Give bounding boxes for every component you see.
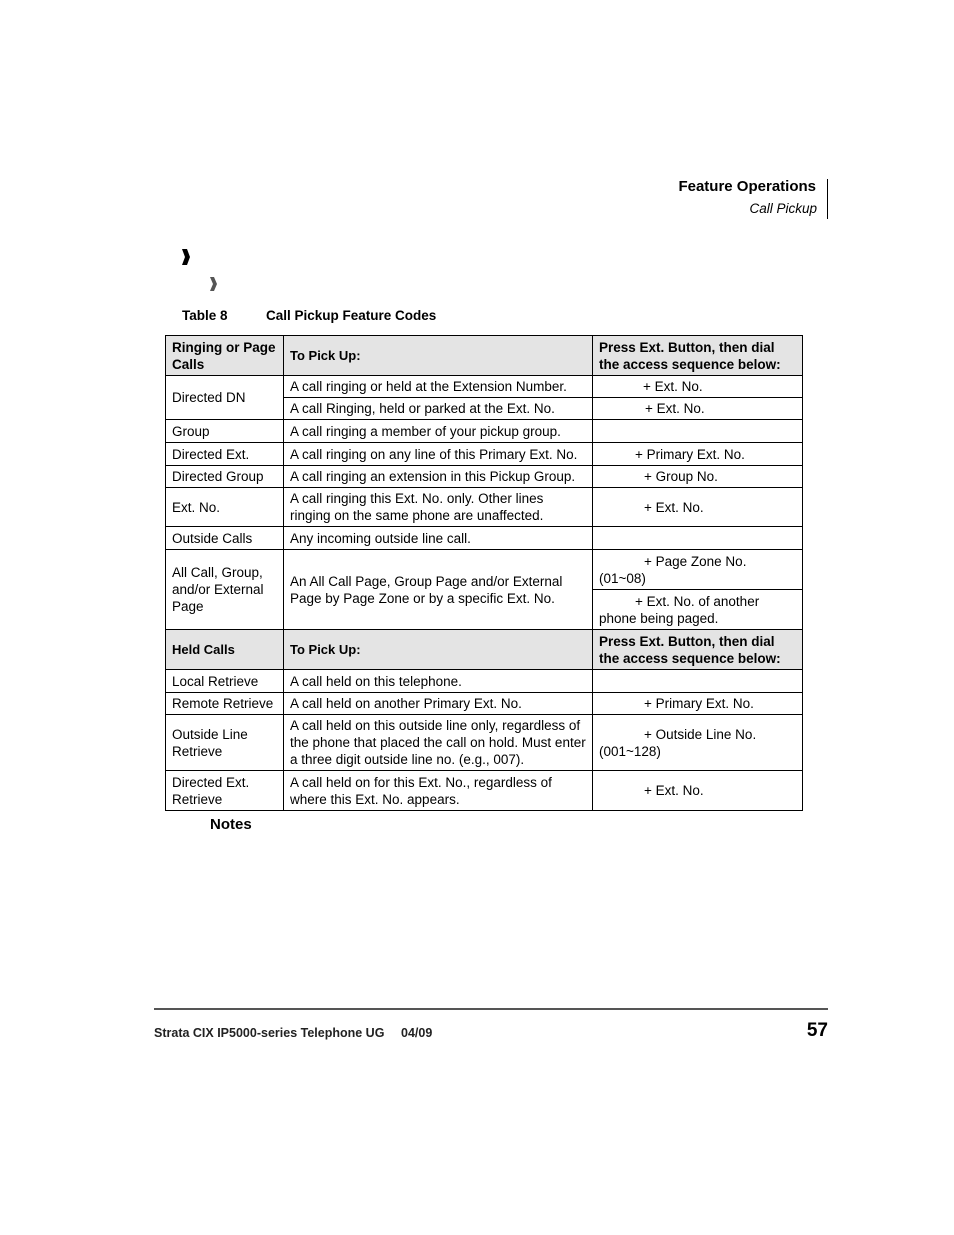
footer-divider xyxy=(154,1008,828,1010)
table-cell xyxy=(593,488,803,527)
table-header-row xyxy=(166,630,803,670)
table-cell xyxy=(593,527,803,550)
table-cell xyxy=(593,590,803,630)
notes-heading: Notes xyxy=(210,816,252,833)
table-cell xyxy=(593,670,803,693)
table-cell: An All Call Page, Group Page and/or External Page by Page Zone or by a specific Ext. No. xyxy=(284,550,593,630)
table-cell: All Call, Group, and/or External Page xyxy=(166,550,284,630)
table-cell: A call ringing a member of your pickup group. xyxy=(284,420,593,443)
column-header: Held Calls xyxy=(166,630,284,670)
table-cell: A call held on for this Ext. No., regardless of where this Ext. No. appears. xyxy=(284,771,593,811)
seq-text: + Outside Line No. xyxy=(644,726,757,742)
column-header: Press Ext. Button, then dial the access sequence below: xyxy=(593,336,803,376)
table-cell: A call ringing this Ext. No. only. Other lines ringing on the same phone are unaffected. xyxy=(284,488,593,527)
table-cell xyxy=(593,771,803,811)
column-header: Ringing or Page Calls xyxy=(166,336,284,376)
seq-text: + Group No. xyxy=(644,469,718,484)
table-cell: A call ringing on any line of this Primary Ext. No. xyxy=(284,443,593,466)
table-cell xyxy=(593,398,803,420)
table-cell: Directed DN xyxy=(166,376,284,420)
header-divider xyxy=(827,179,828,219)
table-row xyxy=(166,771,803,811)
table-cell: A call held on another Primary Ext. No. xyxy=(284,693,593,715)
seq-text: + Ext. No. of another xyxy=(635,593,760,609)
column-header: To Pick Up: xyxy=(284,336,593,376)
column-header: To Pick Up: xyxy=(284,630,593,670)
table-row xyxy=(166,443,803,466)
seq-text: + Primary Ext. No. xyxy=(635,446,745,462)
table-cell xyxy=(593,376,803,398)
table-row xyxy=(166,420,803,443)
seq-text-cont: (001~128) xyxy=(599,743,661,759)
page-number: 57 xyxy=(806,1020,828,1041)
table-cell: A call held on this telephone. xyxy=(284,670,593,693)
table-cell xyxy=(593,693,803,715)
section-title: Feature Operations xyxy=(678,178,816,195)
chevron-right-bold-icon xyxy=(181,248,191,266)
table-cell: Outside Calls xyxy=(166,527,284,550)
table-cell xyxy=(593,420,803,443)
table-cell: A call held on this outside line only, regardless of the phone that placed the call on hold. Must enter a three digit outside line no. (e.g., 007). xyxy=(284,715,593,771)
table-row xyxy=(166,693,803,715)
seq-text: + Page Zone No. xyxy=(644,553,747,569)
table-row xyxy=(166,670,803,693)
chevron-right-icon xyxy=(209,276,219,292)
footer-doc-title: Strata CIX IP5000-series Telephone UG xyxy=(154,1026,385,1040)
seq-text: + Ext. No. xyxy=(644,783,704,798)
table-cell: A call ringing an extension in this Pickup Group. xyxy=(284,466,593,488)
table-cell: Outside Line Retrieve xyxy=(166,715,284,771)
table-row xyxy=(166,376,803,398)
footer-date: 04/09 xyxy=(401,1026,433,1040)
table-cell: Any incoming outside line call. xyxy=(284,527,593,550)
table-cell: Group xyxy=(166,420,284,443)
table-row xyxy=(166,550,803,590)
table-cell: Directed Group xyxy=(166,466,284,488)
table-cell xyxy=(593,715,803,771)
table-cell: Directed Ext. xyxy=(166,443,284,466)
table-row xyxy=(166,715,803,771)
table-title: Call Pickup Feature Codes xyxy=(266,308,437,323)
table-header-row xyxy=(166,336,803,376)
seq-text: + Ext. No. xyxy=(645,401,705,416)
table-row xyxy=(166,527,803,550)
seq-text: + Primary Ext. No. xyxy=(644,696,754,711)
call-pickup-table xyxy=(165,335,803,811)
column-header: Press Ext. Button, then dial the access sequence below: xyxy=(593,630,803,670)
table-cell: A call Ringing, held or parked at the Ext. No. xyxy=(284,398,593,420)
table-row xyxy=(166,488,803,527)
table-cell: A call ringing or held at the Extension Number. xyxy=(284,376,593,398)
table-row xyxy=(166,466,803,488)
seq-text: + Ext. No. xyxy=(644,499,704,515)
table-cell xyxy=(593,443,803,466)
seq-text-cont: (01~08) xyxy=(599,570,646,586)
table-cell: Remote Retrieve xyxy=(166,693,284,715)
table-cell xyxy=(593,550,803,590)
seq-text-cont: phone being paged. xyxy=(599,610,719,626)
seq-text: + Ext. No. xyxy=(643,379,703,394)
table-cell: Local Retrieve xyxy=(166,670,284,693)
section-subtitle: Call Pickup xyxy=(749,201,817,216)
table-cell: Ext. No. xyxy=(166,488,284,527)
table-cell xyxy=(593,466,803,488)
table-number: Table 8 xyxy=(182,308,228,323)
table-cell: Directed Ext. Retrieve xyxy=(166,771,284,811)
